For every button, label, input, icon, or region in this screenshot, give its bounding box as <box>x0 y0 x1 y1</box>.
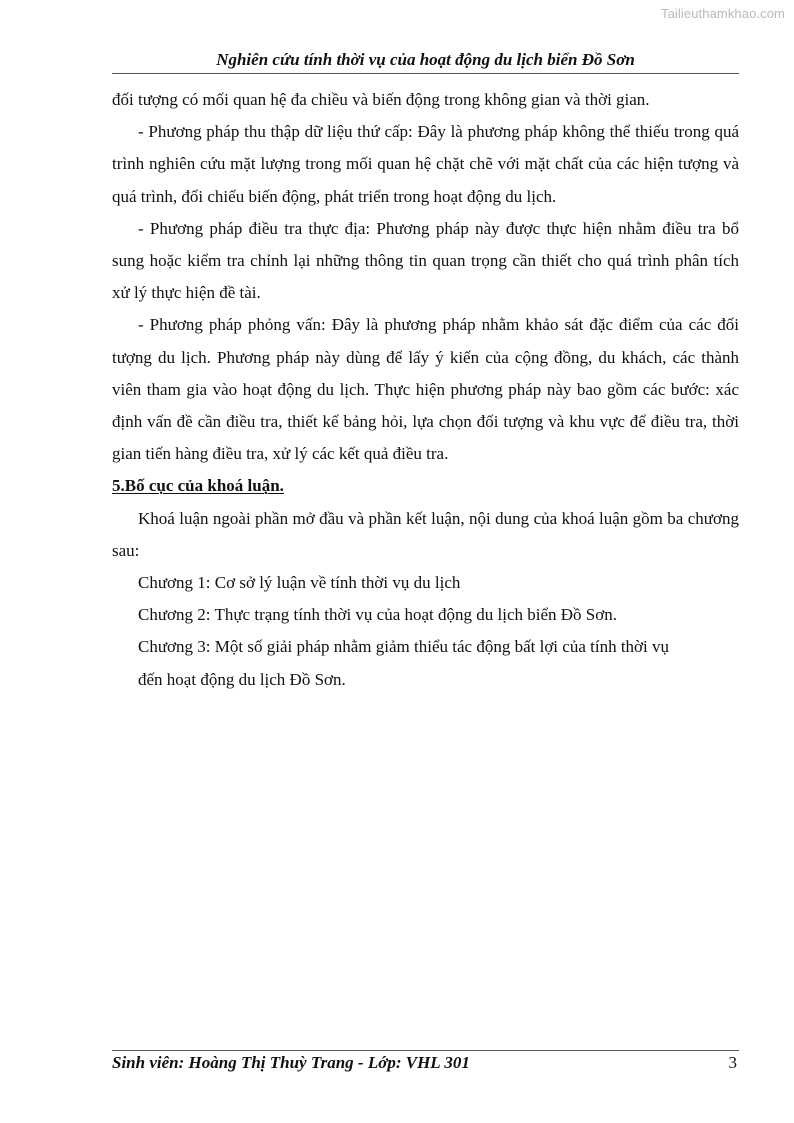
paragraph-interview-method: - Phương pháp phỏng vấn: Đây là phương pháp nhằm khảo sát đặc điểm của các đối tượng du lịch. Phương pháp này dùng để lấy ý kiến của cộng đồng, du khách, các thành viên tham gia vào hoạt động du lịch. Thực hiện phương pháp này bao gồm các bước: xác định vấn đề cần điều tra, thiết kế bảng hỏi, lựa chọn đối tượng và khu vực để điều tra, thời gian tiến hàng điều tra, xử lý các kết quả điều tra. <box>112 315 739 464</box>
paragraph-thesis-structure: Khoá luận ngoài phần mở đầu và phần kết luận, nội dung của khoá luận gồm ba chương sau: <box>112 508 739 560</box>
paragraph-secondary-data-method: - Phương pháp thu thập dữ liệu thứ cấp: Đây là phương pháp không thể thiếu trong quá trình nghiên cứu mặt lượng trong mối quan hệ chặt chẽ với mặt chất của các hiện tượng và quá trình, đối chiếu biến động, phát triển trong hoạt động du lịch. <box>112 122 739 206</box>
page-content <box>112 84 739 696</box>
chapter-1-item: Chương 1: Cơ sở lý luận về tính thời vụ du lịch <box>138 573 461 593</box>
chapter-2-item: Chương 2: Thực trạng tính thời vụ của hoạt động du lịch biển Đồ Sơn. <box>138 605 618 625</box>
paragraph-continuation: đối tượng có mối quan hệ đa chiều và biến động trong không gian và thời gian. <box>112 90 650 109</box>
watermark: Tailieuthamkhao.com <box>660 6 785 21</box>
paragraph-field-survey-method: - Phương pháp điều tra thực địa: Phương pháp này được thực hiện nhằm điều tra bổ sung hoặc kiểm tra chỉnh lại những thông tin quan trọng cần thiết cho quá trình phân tích xử lý thực hiện đề tài. <box>112 218 739 303</box>
chapter-3-item: Chương 3: Một số giải pháp nhằm giảm thiểu tác động bất lợi của tính thời vụ <box>138 637 670 657</box>
running-header-title: Nghiên cứu tính thời vụ của hoạt động du lịch biển Đồ Sơn <box>216 50 635 69</box>
page-number: 3 <box>728 1053 737 1072</box>
header-rule <box>112 73 739 74</box>
section-heading-text: 5.Bố cục của khoá luận. <box>112 476 284 496</box>
footer-student-info: Sinh viên: Hoàng Thị Thuỳ Trang - Lớp: VHL 301 <box>112 1053 470 1072</box>
chapter-3-item-continuation: đến hoạt động du lịch Đồ Sơn. <box>138 669 346 689</box>
footer-rule <box>112 1050 739 1051</box>
section-heading <box>112 470 739 502</box>
